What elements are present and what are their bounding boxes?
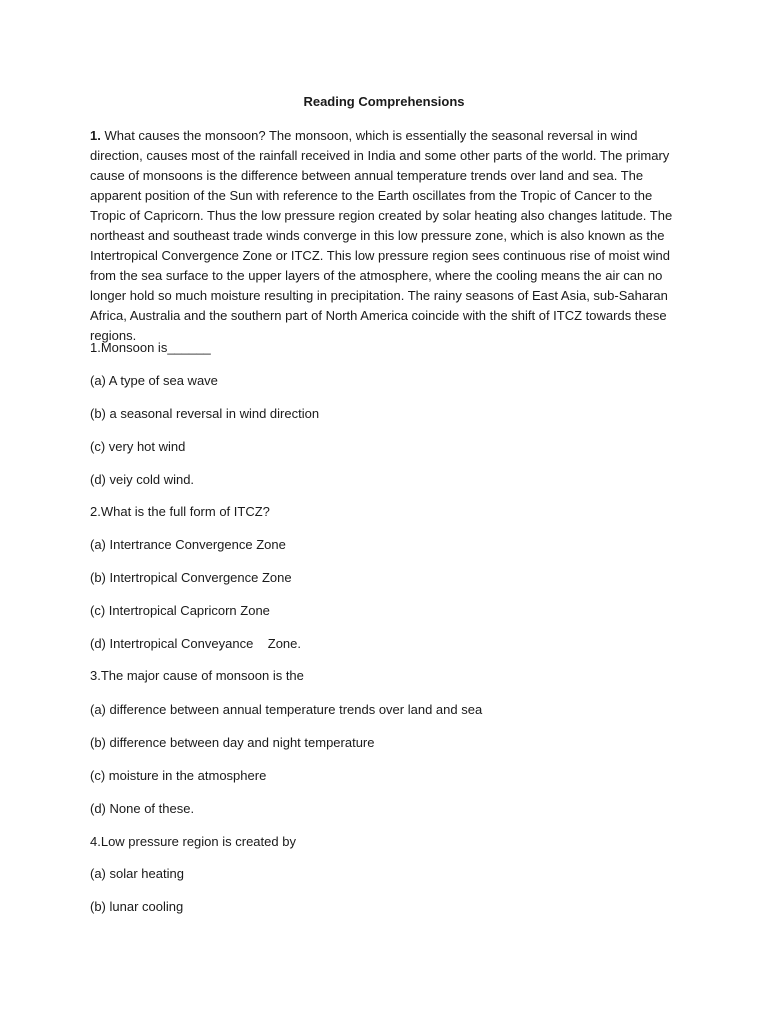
answer-option: (c) very hot wind <box>90 439 186 454</box>
answer-option: (d) Intertropical Conveyance Zone. <box>90 636 301 651</box>
answer-option: (c) Intertropical Capricorn Zone <box>90 603 270 618</box>
question-text: 1.Monsoon is______ <box>90 340 211 355</box>
answer-option: (b) Intertropical Convergence Zone <box>90 570 292 585</box>
question-text: 2.What is the full form of ITCZ? <box>90 504 270 519</box>
answer-option: (a) A type of sea wave <box>90 373 218 388</box>
answer-option: (d) veiy cold wind. <box>90 472 195 487</box>
answer-option: (a) solar heating <box>90 866 184 881</box>
answer-option: (b) lunar cooling <box>90 899 184 914</box>
answer-option: (a) Intertrance Convergence Zone <box>90 537 286 552</box>
page-title: Reading Comprehensions <box>303 94 465 109</box>
question-text: 4.Low pressure region is created by <box>90 834 296 849</box>
passage-text: What causes the monsoon? The monsoon, which is essentially the seasonal reversal in wind direction, causes most of the rainfall received in India and some other parts of the world. The primary cause of monsoons is the difference between annual temperature trends over land and sea. The apparent position of the Sun with reference to the Earth oscillates from the Tropic of Cancer to the Tropic of Capricorn. Thus the low pressure region created by solar heating also changes latitude. The northeast and southeast trade winds converge in this low pressure zone, which is also known as the Intertropical Convergence Zone or ITCZ. This low pressure region sees continuous rise of moist wind from the sea surface to the upper layers of the atmosphere, where the cooling means the air can no longer hold so much moisture resulting in precipitation. The rainy seasons of East Asia, sub-Saharan Africa, Australia and the southern part of North America coincide with the shift of ITCZ towards these regions. <box>90 128 673 343</box>
answer-option: (a) difference between annual temperature trends over land and sea <box>90 702 483 717</box>
question-text: 3.The major cause of monsoon is the <box>90 668 304 683</box>
passage-number: 1. <box>90 128 101 143</box>
reading-passage <box>90 126 685 346</box>
answer-option: (b) a seasonal reversal in wind direction <box>90 406 320 421</box>
answer-option: (d) None of these. <box>90 801 195 816</box>
answer-option: (b) difference between day and night temperature <box>90 735 375 750</box>
answer-option: (c) moisture in the atmosphere <box>90 768 267 783</box>
